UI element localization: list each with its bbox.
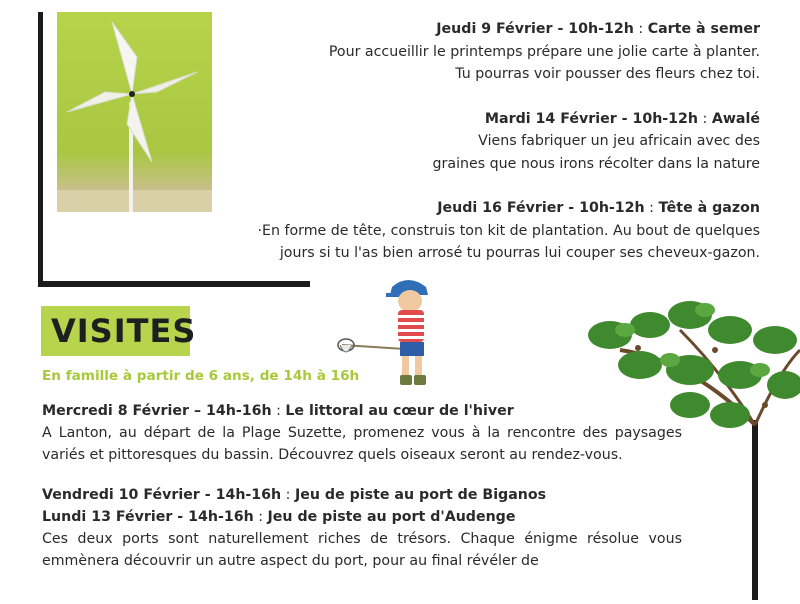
frame-left-border <box>38 12 43 284</box>
workshop-item: Mardi 14 Février - 10h-12h : Awalé Viens fabriquer un jeu africain avec des graines que nous irons récolter dans la nature <box>432 110 760 172</box>
visit-date: Mercredi 8 Février – 14h-16h <box>42 403 272 419</box>
workshop-title: Carte à semer <box>647 21 760 37</box>
workshop-line: ·En forme de tête, construis ton kit de plantation. Au bout de quelques <box>257 222 760 239</box>
workshop-date: Jeudi 9 Février - 10h-12h <box>436 21 634 37</box>
visit-item: Lundi 13 Février - 14h-16h : Jeu de piste au port d'Audenge Ces deux ports sont naturellement riches de trésors. Chaque énigme résolue vous emmènera découvrir un autre aspect du port, pour au final révéler de <box>42 509 682 569</box>
workshop-line: Tu pourras voir pousser des fleurs chez toi. <box>455 66 760 82</box>
visites-subtitle: En famille à partir de 6 ans, de 14h à 16h <box>42 368 360 384</box>
workshop-list <box>200 18 760 287</box>
pinwheel-photo <box>57 12 212 212</box>
workshop-line: Pour accueillir le printemps prépare une jolie carte à planter. <box>328 43 760 60</box>
visit-description: Ces deux ports sont naturellement riches de trésors. Chaque énigme résolue vous emmènera découvrir un autre aspect du port, pour au final révéler de <box>42 531 682 569</box>
visit-item: Mercredi 8 Février – 14h-16h : Le littoral au cœur de l'hiver A Lanton, au départ de la Plage Suzette, promenez vous à la rencontre des paysages variés et pittoresques du bassin. Découvrez quels oiseaux seront au rendez-vous. <box>42 403 682 463</box>
workshop-line: Viens fabriquer un jeu africain avec des <box>478 133 760 149</box>
visit-date: Lundi 13 Février - 14h-16h <box>42 509 254 525</box>
visit-title: Jeu de piste au port de Biganos <box>294 487 547 503</box>
visit-description: A Lanton, au départ de la Plage Suzette, promenez vous à la rencontre des paysages variés et pittoresques du bassin. Découvrez quels oiseaux seront au rendez-vous. <box>42 425 682 463</box>
visit-date: Vendredi 10 Février - 14h-16h <box>42 487 282 503</box>
workshop-date: Mardi 14 Février - 10h-12h <box>484 110 699 127</box>
workshop-title: Awalé <box>711 110 760 127</box>
visit-title: Le littoral au cœur de l'hiver <box>285 403 514 419</box>
visit-title: Jeu de piste au port d'Audenge <box>267 509 516 525</box>
workshop-title: Tête à gazon <box>658 200 760 216</box>
workshop-item: Jeudi 16 Février - 10h-12h : Tête à gazon ·En forme de tête, construis ton kit de plantation. Au bout de quelques jours si tu l'as bien arrosé tu pourras lui couper ses cheveux-gazon. <box>257 200 760 261</box>
visit-item: Vendredi 10 Février - 14h-16h : Jeu de piste au port de Biganos <box>42 487 547 503</box>
visits-list <box>42 400 682 590</box>
boy-with-net-illustration <box>330 275 440 394</box>
workshop-date: Jeudi 16 Février - 10h-12h <box>437 200 645 216</box>
workshop-item: Jeudi 9 Février - 10h-12h : Carte à semer Pour accueillir le printemps prépare une jolie carte à planter. Tu pourras voir pousser des fleurs chez toi. <box>328 21 760 82</box>
visites-heading: VISITES <box>51 312 197 350</box>
workshop-line: graines que nous irons récolter dans la nature <box>432 155 760 172</box>
workshop-line: jours si tu l'as bien arrosé tu pourras lui couper ses cheveux-gazon. <box>279 245 760 261</box>
